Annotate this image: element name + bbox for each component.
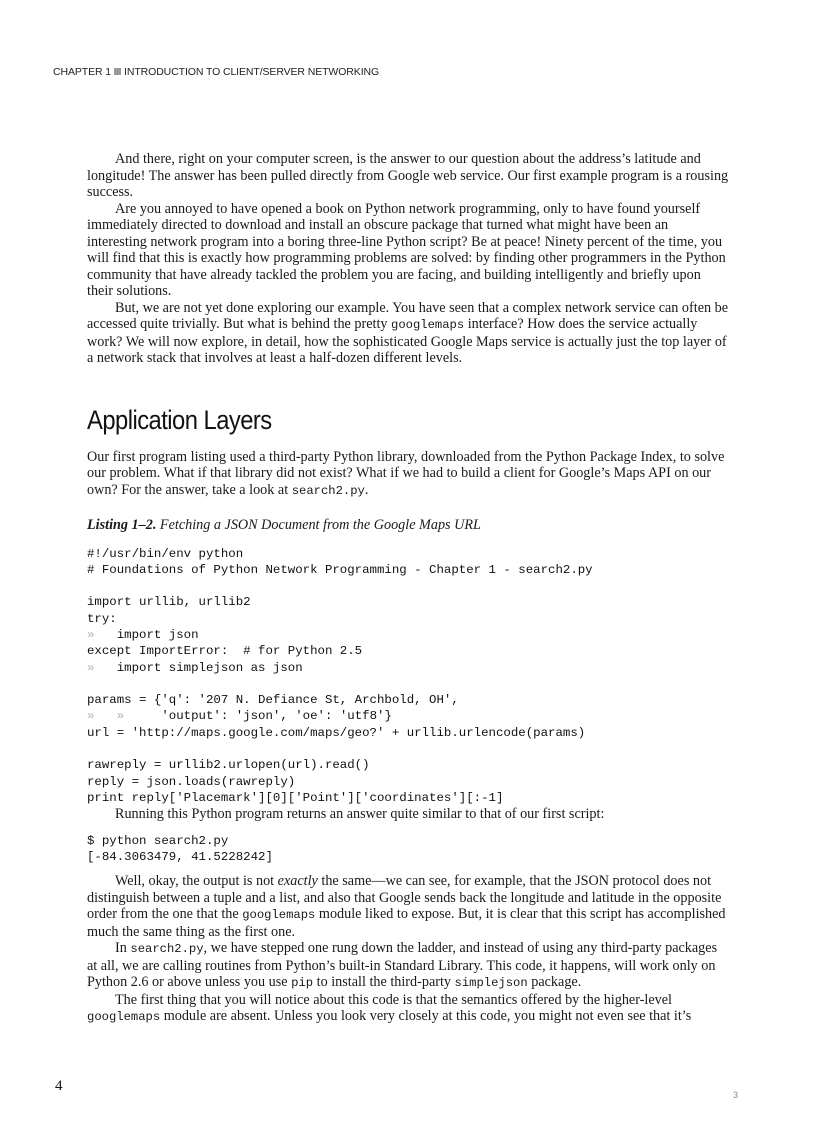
- inline-code: simplejson: [454, 976, 528, 991]
- paragraph: Well, okay, the output is not exactly the same—we can see, for example, that the JSON protocol does not distinguish between a tuple and a list, and also that Google sends back the longitude and latitude in the opposite order from the one that the googlemaps module liked to expose. But, it is clear that this script has accomplished much the same thing as the first one.: [87, 873, 726, 940]
- tab-marker-icon: »: [87, 660, 95, 675]
- tab-marker-icon: »: [87, 709, 95, 724]
- tab-marker-icon: »: [116, 709, 125, 724]
- chapter-title: INTRODUCTION TO CLIENT/SERVER NETWORKING: [124, 66, 380, 78]
- page-body: [87, 151, 729, 1026]
- section-heading: Application Layers: [87, 404, 272, 435]
- paragraph: Our first program listing used a third-party Python library, downloaded from the Python Package Index, to solve our problem. What if that library did not exist? What if we had to build a client for Google’s Maps API on our own? For the answer, take a look at search2.py.: [87, 448, 725, 498]
- inline-code: googlemaps: [391, 318, 465, 332]
- page-number: 4: [55, 1078, 63, 1094]
- inline-code: googlemaps: [87, 1010, 161, 1025]
- inline-code: googlemaps: [242, 908, 316, 923]
- emphasis: exactly: [277, 873, 318, 890]
- paragraph: In search2.py, we have stepped one rung down the ladder, and instead of using any third-party packages at all, we are calling routines from Python’s built-in Standard Library. This code, it happens, will work only on Python 2.6 or above unless you use pip to install the third-party simplejson package.: [87, 940, 718, 991]
- listing-title: Fetching a JSON Document from the Google Maps URL: [159, 517, 481, 533]
- chapter-label: CHAPTER 1: [53, 66, 112, 78]
- listing-label: Listing 1–2.: [87, 517, 157, 533]
- paragraph: The first thing that you will notice about this code is that the semantics offered by the higher-level googlemaps module are absent. Unless you look very closely at this code, you might not even see that it’s: [87, 991, 692, 1025]
- console-output: $ python search2.py [-84.3063479, 41.5228242]: [87, 833, 273, 865]
- inline-code: search2.py: [291, 483, 365, 498]
- paragraph: But, we are not yet done exploring our example. You have seen that a complex network service can often be accessed quite trivially. But what is behind the pretty googlemaps interface? How does the service actually work? We will now explore, in detail, how the sophisticated Google Maps service is actually just the top layer of a network stack that involves at least a half-dozen different levels.: [87, 299, 729, 366]
- folio-number: 3: [733, 1090, 739, 1100]
- paragraph: Running this Python program returns an answer quite similar to that of our first script:: [115, 806, 605, 823]
- running-head: [53, 66, 379, 78]
- inline-code: search2.py: [130, 942, 204, 957]
- separator-square-icon: [114, 68, 121, 75]
- paragraph: And there, right on your computer screen, is the answer to our question about the address’s latitude and longitude! The answer has been pulled directly from Google web service. Our first example program is a rousing success.: [87, 151, 729, 200]
- paragraph: Are you annoyed to have opened a book on Python network programming, only to have found yourself immediately directed to download and install an obscure package that turned what might have been an interesting network program into a boring three-line Python script? Be at peace! Ninety percent of the time, you will find that this is exactly how programming problems are solved: by finding other programmers in the Python community that have already tackled the problem you are facing, and building intelligently and briefly upon their solutions.: [87, 200, 726, 299]
- tab-marker-icon: »: [87, 627, 95, 642]
- inline-code: pip: [291, 976, 314, 991]
- code-listing: #!/usr/bin/env python # Foundations of Python Network Programming - Chapter 1 - search2.py import urllib, urllib2 try: » import json except ImportError: # for Python 2.5 » import simplejson as json params = {'q': '207 N. Defiance St, Archbold, OH', » » 'output': 'json', 'oe': 'utf8'} url = 'http://maps.google.com/maps/geo?' + urllib.urlencode(params) rawreply = urllib2.urlopen(url).read() reply = json.loads(rawreply) print reply['Placemark'][0]['Point']['coordinates'][:-1]: [87, 546, 593, 805]
- listing-caption: [87, 517, 729, 534]
